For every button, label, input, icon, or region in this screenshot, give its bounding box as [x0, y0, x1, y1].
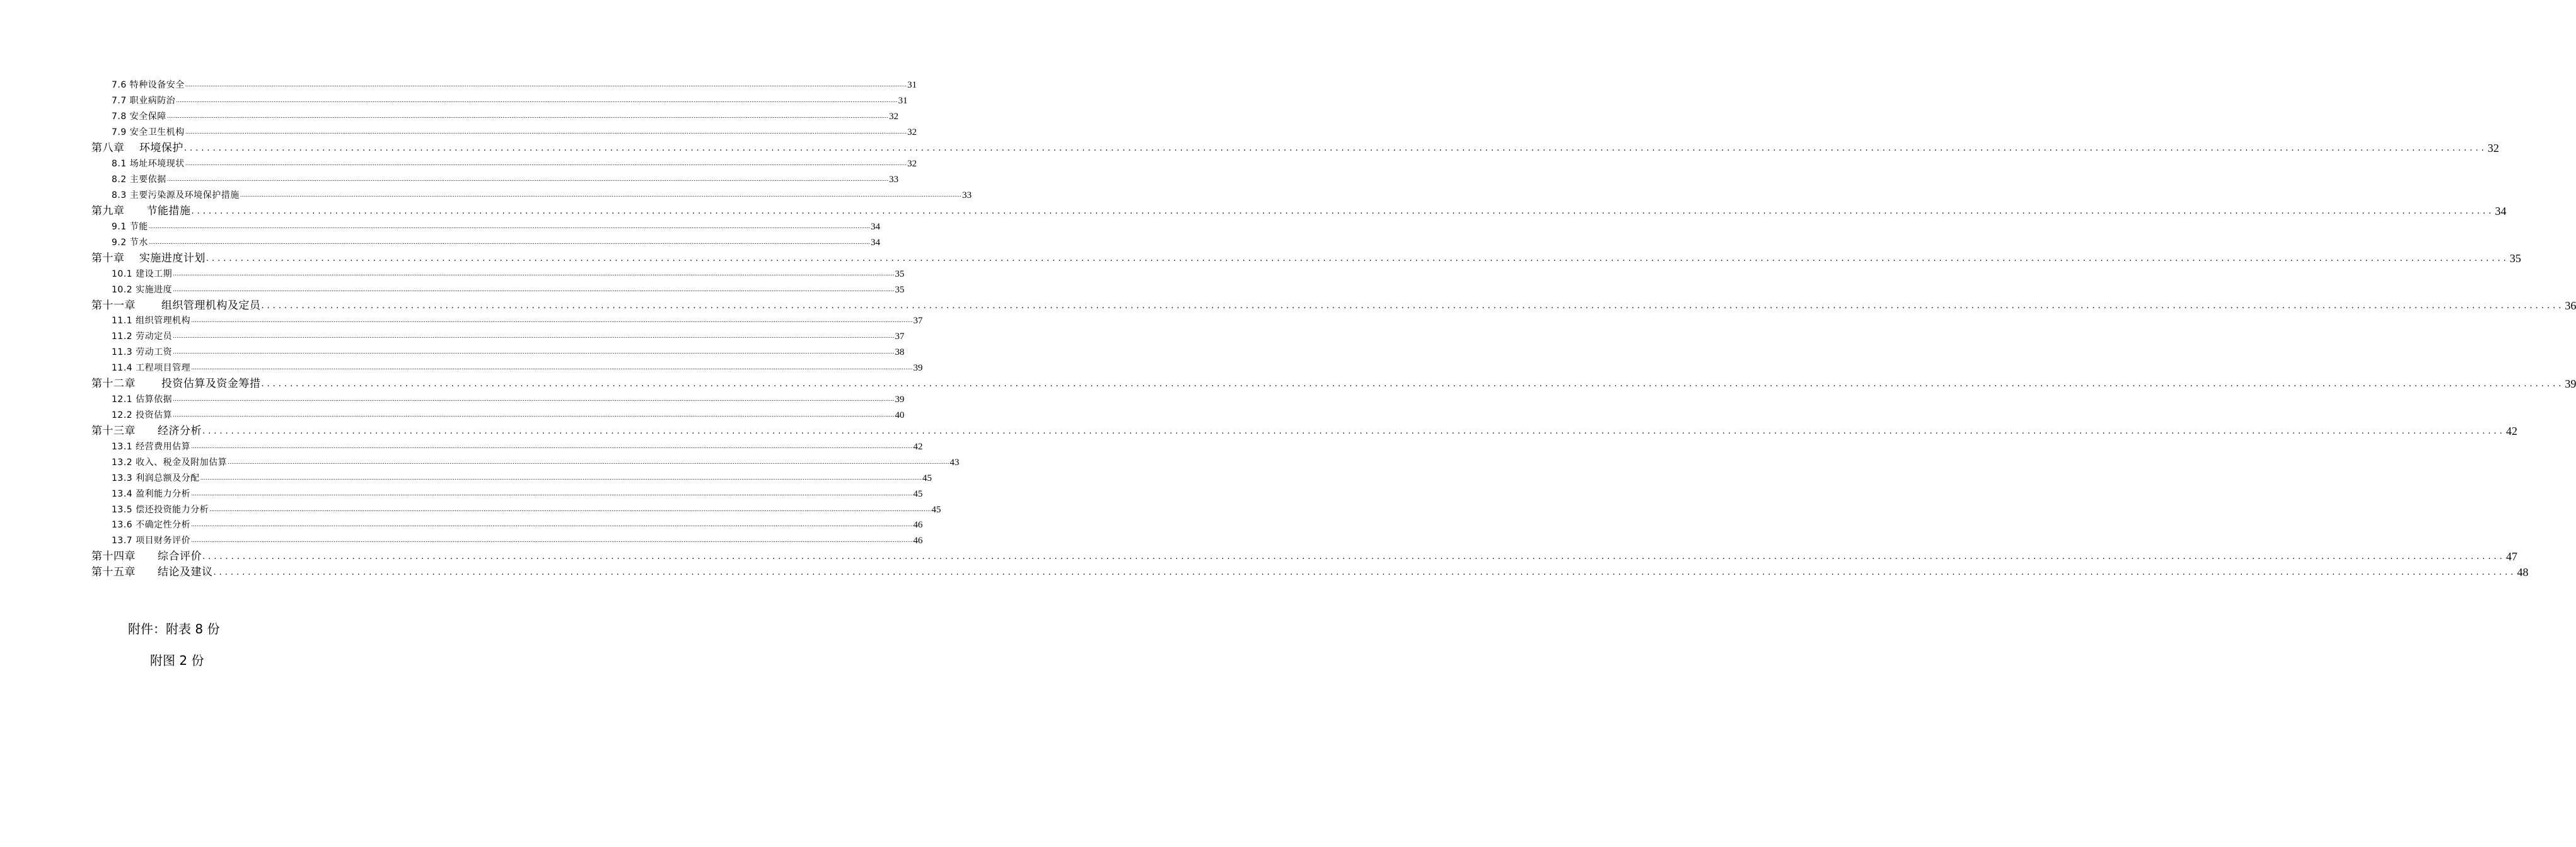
toc-entry-label: 13.1 经营费用估算 [112, 442, 191, 452]
toc-chapter-label: 第八章 环境保护 [91, 142, 183, 154]
toc-entry-label: 11.4 工程项目管理 [112, 363, 191, 373]
toc-chapter-label: 第十四章 综合评价 [91, 550, 202, 563]
toc-entry-label: 12.2 投资估算 [112, 410, 173, 420]
toc-dot-leader: ................................................................................................................................................................................................................................................................................................................................................................................................................ [173, 396, 895, 403]
toc-dot-leader: ................................................................................................................................................................................................................................................................................................................................................................................................................ [185, 82, 907, 88]
toc-page-number: 39 [2565, 377, 2576, 390]
toc-chapter-label: 第十一章 组织管理机构及定员 [91, 299, 261, 312]
toc-entry[interactable] [112, 393, 905, 406]
toc-dot-leader: ................................................................................................................................................................................................................................................................................................................................................................................................................ [191, 444, 913, 450]
toc-dot-leader: ................................................................................................................................................................................................................................................................................................................................................................................................................ [200, 475, 922, 481]
toc-entry[interactable] [112, 188, 972, 202]
toc-page-number: 43 [949, 458, 960, 468]
attachments-line: 附件：附表 8 份 [128, 621, 220, 637]
toc-entry[interactable] [112, 345, 905, 359]
toc-entry[interactable] [112, 408, 905, 422]
toc-entry-label: 9.1 节能 [112, 222, 148, 232]
toc-page-number: 33 [962, 190, 972, 200]
toc-page-number: 46 [913, 520, 923, 530]
toc-dot-leader: ................................................................................................................................................................................................................................................................................................................................................................................................................ [166, 176, 889, 183]
toc-chapter-label: 第十三章 经济分析 [91, 425, 202, 437]
toc-page-number: 32 [907, 159, 917, 169]
toc-entry[interactable] [112, 236, 881, 250]
toc-entry-label: 11.2 劳动定员 [112, 331, 173, 342]
toc-page-number: 35 [895, 285, 905, 295]
toc-dot-leader: ................................................................................................................................................................................................................................................................................................................................................................................................................ [202, 427, 2505, 436]
toc-entry[interactable] [112, 487, 923, 501]
attached-figures-line: 附图 2 份 [150, 653, 204, 668]
toc-entry[interactable] [112, 330, 905, 343]
toc-page-number: 36 [2565, 299, 2576, 312]
toc-page-number: 37 [913, 316, 923, 326]
toc-page-number: 45 [913, 489, 923, 499]
toc-page-number: 38 [895, 347, 905, 357]
toc-entry[interactable] [112, 283, 905, 297]
toc-entry[interactable] [112, 110, 899, 124]
toc-page-number: 35 [2509, 252, 2521, 265]
toc-entry-label: 8.1 场址环境现状 [112, 159, 185, 169]
toc-entry[interactable] [112, 440, 923, 454]
toc-entry[interactable] [112, 471, 932, 485]
toc-chapter-entry[interactable] [91, 204, 2507, 219]
toc-chapter-entry[interactable] [91, 251, 2521, 267]
toc-page-number: 32 [907, 127, 917, 137]
toc-page-number: 39 [895, 395, 905, 405]
toc-chapter-entry[interactable] [91, 141, 2499, 156]
toc-dot-leader: ................................................................................................................................................................................................................................................................................................................................................................................................................ [206, 254, 2509, 263]
toc-entry-label: 13.5 偿还投资能力分析 [112, 505, 209, 515]
toc-entry[interactable] [112, 94, 908, 108]
toc-page-number: 47 [2505, 550, 2517, 563]
toc-entry[interactable] [112, 173, 899, 187]
toc-dot-leader: ................................................................................................................................................................................................................................................................................................................................................................................................................ [173, 271, 895, 277]
toc-dot-leader: ................................................................................................................................................................................................................................................................................................................................................................................................................ [191, 318, 913, 324]
toc-page-number: 45 [922, 473, 932, 483]
toc-entry[interactable] [112, 518, 923, 532]
toc-dot-leader: ................................................................................................................................................................................................................................................................................................................................................................................................................ [261, 379, 2565, 389]
toc-chapter-entry[interactable] [91, 565, 2529, 580]
toc-page-number: 45 [931, 505, 941, 515]
toc-entry[interactable] [112, 534, 923, 548]
toc-dot-leader: ................................................................................................................................................................................................................................................................................................................................................................................................................ [209, 507, 931, 513]
toc-entry[interactable] [112, 314, 923, 328]
toc-chapter-entry[interactable] [91, 549, 2517, 565]
toc-entry[interactable] [112, 456, 960, 470]
toc-dot-leader: ................................................................................................................................................................................................................................................................................................................................................................................................................ [228, 459, 949, 466]
toc-dot-leader: ................................................................................................................................................................................................................................................................................................................................................................................................................ [191, 365, 913, 371]
toc-chapter-label: 第十章 实施进度计划 [91, 252, 206, 265]
toc-chapter-entry[interactable] [91, 424, 2517, 439]
toc-page-number: 33 [889, 175, 899, 185]
toc-entry-label: 13.4 盈利能力分析 [112, 489, 191, 499]
toc-chapter-entry[interactable] [91, 298, 2576, 314]
toc-dot-leader: ................................................................................................................................................................................................................................................................................................................................................................................................................ [148, 224, 871, 230]
toc-entry-label: 13.7 项目财务评价 [112, 536, 191, 546]
toc-dot-leader: ................................................................................................................................................................................................................................................................................................................................................................................................................ [166, 113, 889, 120]
toc-entry[interactable] [112, 220, 881, 234]
toc-entry-label: 11.3 劳动工资 [112, 347, 173, 357]
toc-page-number: 40 [895, 410, 905, 420]
toc-entry-label: 13.3 利润总额及分配 [112, 473, 200, 483]
toc-chapter-label: 第十五章 结论及建议 [91, 566, 213, 579]
toc-dot-leader: ................................................................................................................................................................................................................................................................................................................................................................................................................ [173, 349, 895, 355]
toc-entry-label: 7.7 职业病防治 [112, 96, 176, 106]
toc-page-number: 34 [871, 238, 881, 248]
toc-entry-label: 7.9 安全卫生机构 [112, 127, 185, 137]
toc-entry-label: 11.1 组织管理机构 [112, 316, 191, 326]
toc-dot-leader: ................................................................................................................................................................................................................................................................................................................................................................................................................ [240, 192, 962, 199]
toc-entry-label: 13.2 收入、税金及附加估算 [112, 458, 228, 468]
toc-entry-label: 10.1 建设工期 [112, 269, 173, 279]
toc-dot-leader: ................................................................................................................................................................................................................................................................................................................................................................................................................ [202, 552, 2505, 562]
toc-page-number: 34 [871, 222, 881, 232]
toc-dot-leader: ................................................................................................................................................................................................................................................................................................................................................................................................................ [185, 161, 907, 167]
toc-page-number: 32 [889, 112, 899, 122]
toc-entry[interactable] [112, 78, 917, 92]
toc-dot-leader: ................................................................................................................................................................................................................................................................................................................................................................................................................ [191, 491, 913, 497]
toc-dot-leader: ................................................................................................................................................................................................................................................................................................................................................................................................................ [148, 239, 871, 246]
toc-chapter-label: 第九章 节能措施 [91, 205, 191, 217]
toc-entry[interactable] [112, 503, 941, 517]
toc-dot-leader: ................................................................................................................................................................................................................................................................................................................................................................................................................ [191, 538, 913, 544]
toc-page-number: 32 [2487, 142, 2499, 154]
toc-entry-label: 8.2 主要依据 [112, 175, 166, 185]
toc-entry-label: 8.3 主要污染源及环境保护措施 [112, 190, 240, 200]
toc-page-number: 42 [2505, 425, 2517, 437]
toc-entry[interactable] [112, 157, 917, 171]
toc-page-number: 39 [913, 363, 923, 373]
toc-page-number: 37 [895, 331, 905, 342]
toc-dot-leader: ................................................................................................................................................................................................................................................................................................................................................................................................................ [173, 333, 895, 340]
toc-dot-leader: ................................................................................................................................................................................................................................................................................................................................................................................................................ [185, 129, 907, 135]
toc-entry-label: 9.2 节水 [112, 238, 148, 248]
toc-page-number: 35 [895, 269, 905, 279]
toc-dot-leader: ................................................................................................................................................................................................................................................................................................................................................................................................................ [213, 568, 2517, 577]
toc-dot-leader: ................................................................................................................................................................................................................................................................................................................................................................................................................ [261, 301, 2565, 311]
toc-page-number: 31 [907, 80, 917, 90]
toc-entry-label: 7.8 安全保障 [112, 112, 166, 122]
toc-entry[interactable] [112, 361, 923, 375]
toc-page-number: 31 [898, 96, 908, 106]
toc-page-number: 48 [2517, 566, 2529, 579]
toc-dot-leader: ................................................................................................................................................................................................................................................................................................................................................................................................................ [191, 522, 913, 528]
toc-entry[interactable] [112, 267, 905, 281]
toc-dot-leader: ................................................................................................................................................................................................................................................................................................................................................................................................................ [191, 207, 2495, 216]
toc-entry-label: 10.2 实施进度 [112, 285, 173, 295]
toc-entry-label: 12.1 估算依据 [112, 395, 173, 405]
toc-entry-label: 13.6 不确定性分析 [112, 520, 191, 530]
toc-page-number: 34 [2495, 205, 2507, 217]
toc-dot-leader: ................................................................................................................................................................................................................................................................................................................................................................................................................ [176, 98, 898, 104]
toc-entry-label: 7.6 特种设备安全 [112, 80, 185, 90]
toc-dot-leader: ................................................................................................................................................................................................................................................................................................................................................................................................................ [183, 144, 2487, 153]
toc-dot-leader: ................................................................................................................................................................................................................................................................................................................................................................................................................ [173, 412, 895, 418]
toc-chapter-entry[interactable] [91, 376, 2576, 392]
toc-dot-leader: ................................................................................................................................................................................................................................................................................................................................................................................................................ [173, 287, 895, 293]
toc-chapter-label: 第十二章 投资估算及资金筹措 [91, 377, 261, 390]
toc-entry[interactable] [112, 125, 917, 139]
toc-page-number: 42 [913, 442, 923, 452]
toc-page-number: 46 [913, 536, 923, 546]
